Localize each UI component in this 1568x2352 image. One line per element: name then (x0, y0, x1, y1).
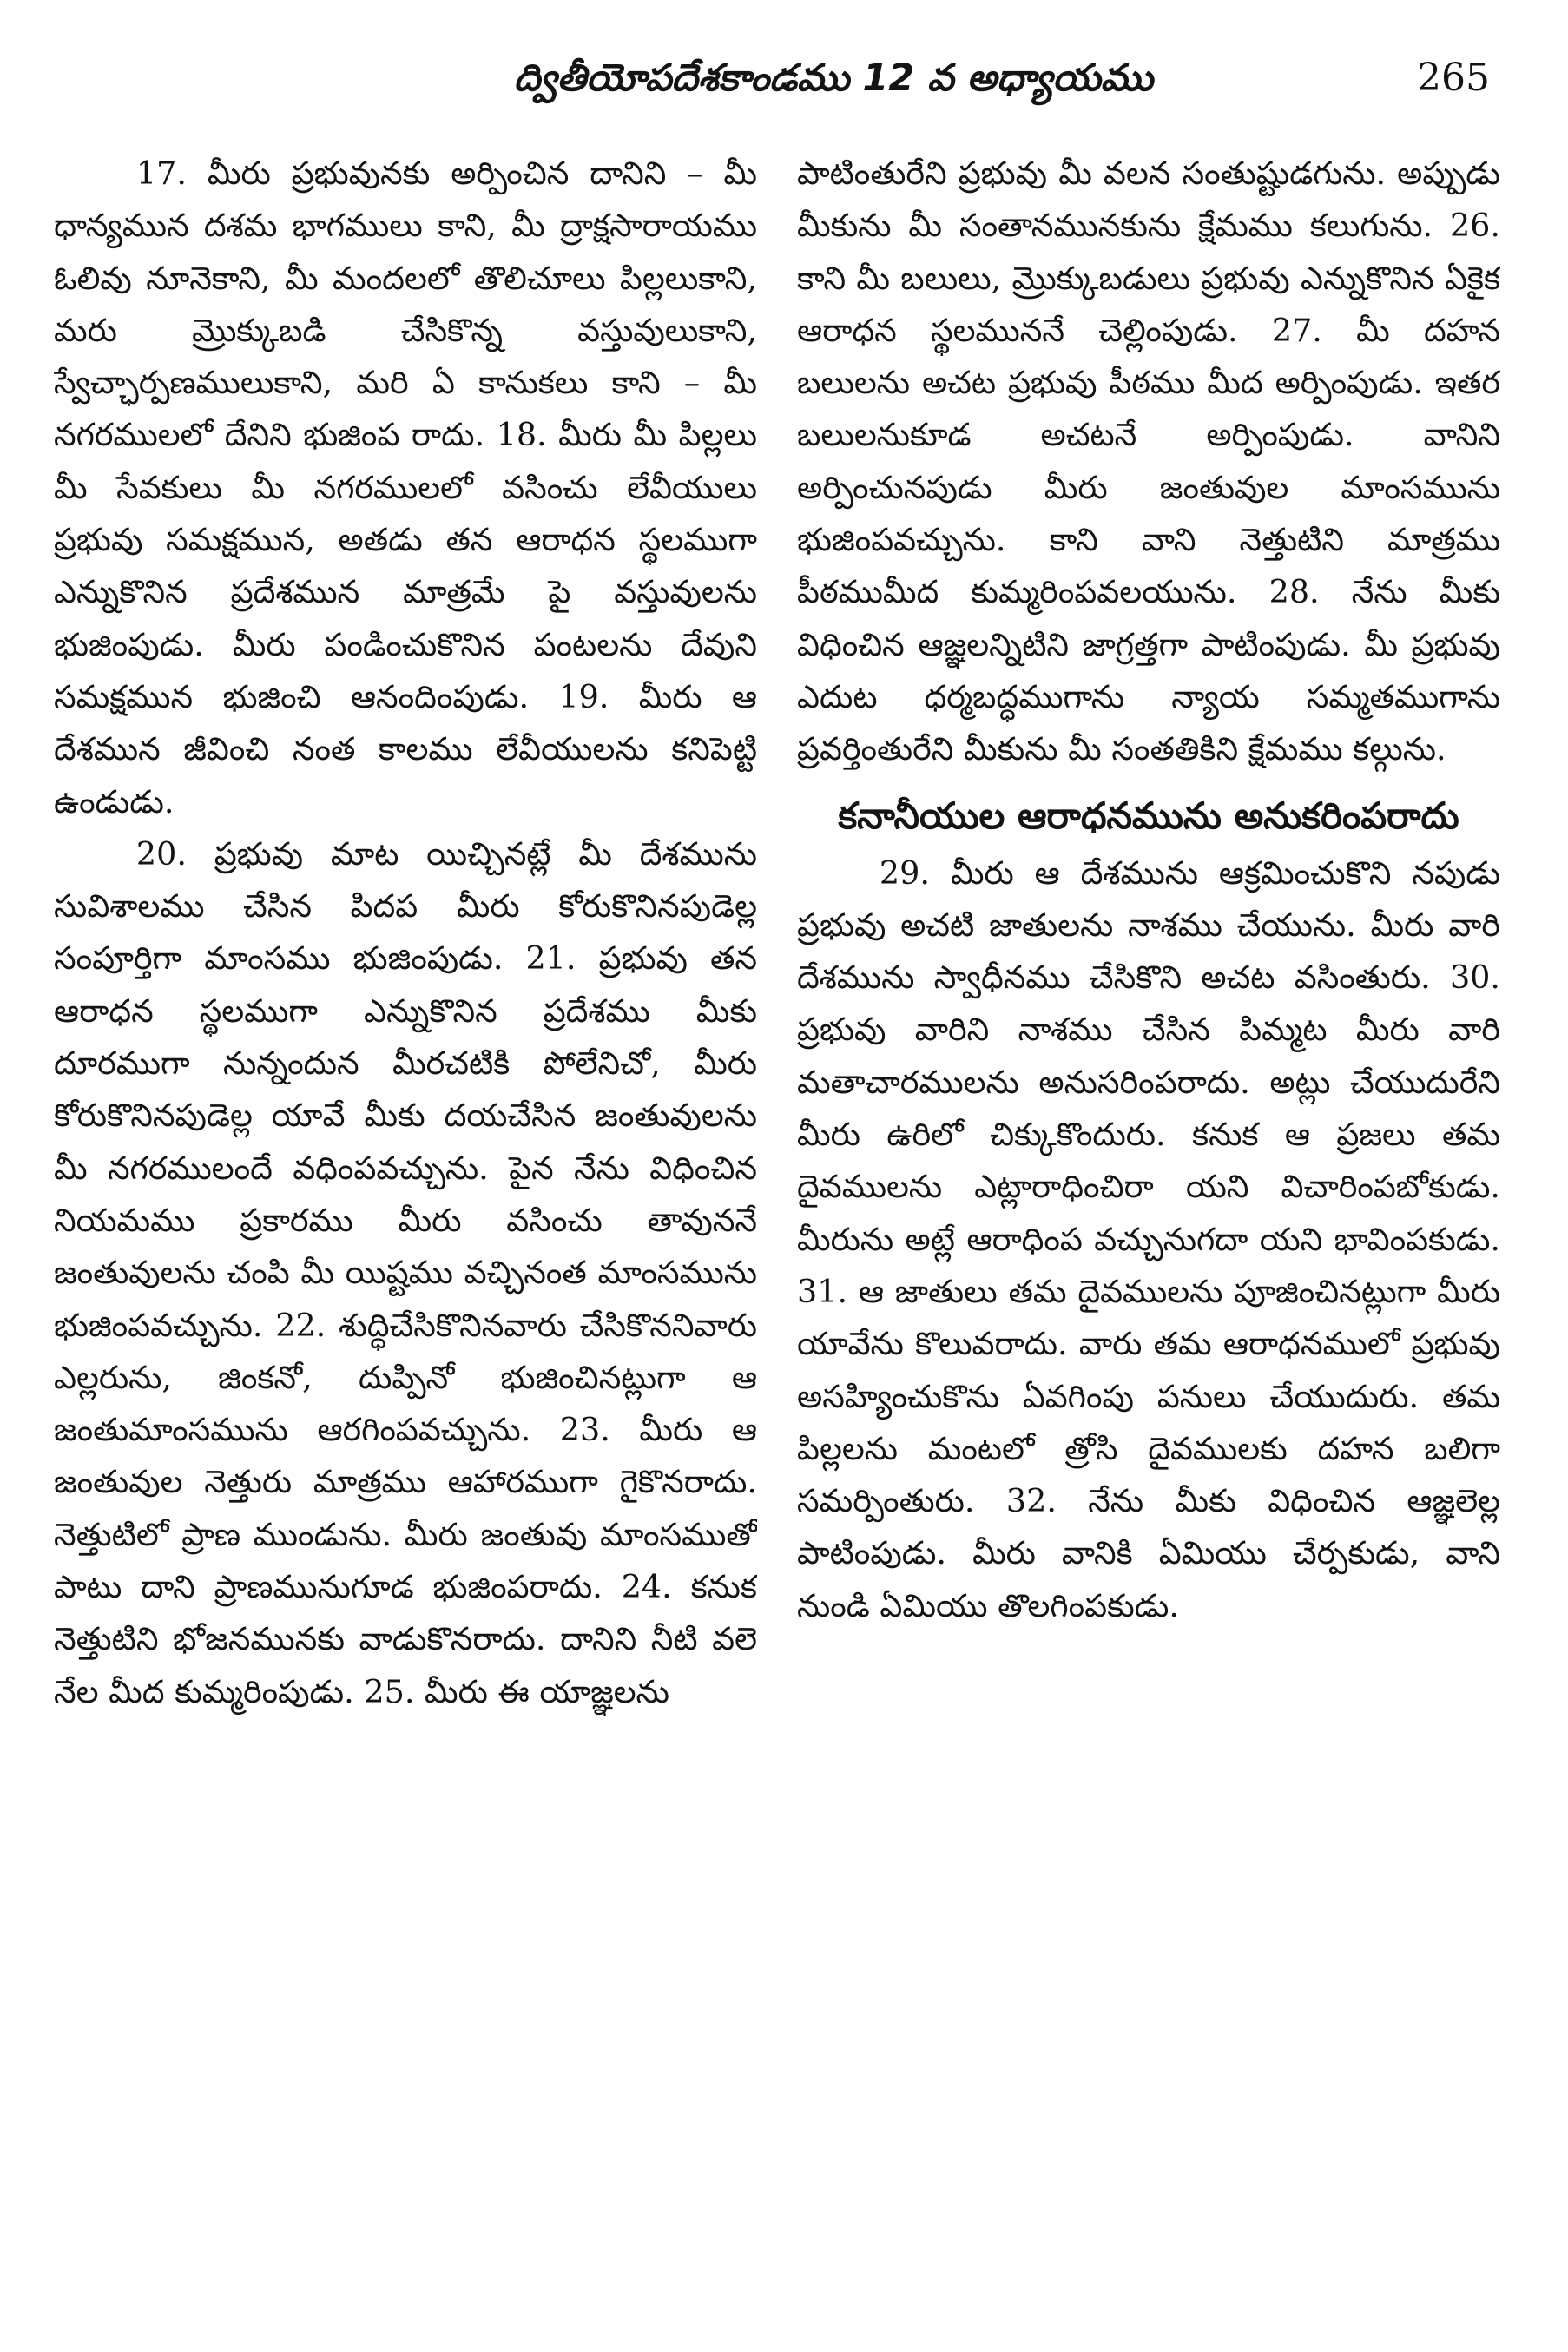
page-header (78, 45, 1490, 111)
paragraph-verses-20-25: 20. ప్రభువు మాట యిచ్చినట్లే మీ దేశమును సువిశాలము చేసిన పిదప మీరు కోరుకొనినపుడెల్ల సంపూర్తిగా మాంసము భుజింపుడు. 21. ప్రభువు తన ఆరాధన స్థలముగా ఎన్నుకొనిన ప్రదేశము మీకు దూరముగా నున్నందున మీరచటికి పోలేనిచో, మీరు కోరుకొనినపుడెల్ల యావే మీకు దయచేసిన జంతువులను మీ నగరములందే వధింపవచ్చును. పైన నేను విధించిన నియమము ప్రకారము మీరు వసించు తావుననే జంతువులను చంపి మీ యిష్టము వచ్చినంత మాంసమును భుజింపవచ్చును. 22. శుద్ధిచేసికొనినవారు చేసికొననివారు ఎల్లరును, జింకనో, దుప్పినో భుజించినట్లుగా ఆ జంతుమాంసమును ఆరగింపవచ్చును. 23. మీరు ఆ జంతువుల నెత్తురు మాత్రము ఆహారముగా గైకొనరాదు. నెత్తుటిలో ప్రాణ ముండును. మీరు జంతువు మాంసముతో పాటు దాని ప్రాణమునుగూడ భుజింపరాదు. 24. కనుక నెత్తుటిని భోజనమునకు వాడుకొనరాదు. దానిని నీటి వలె నేల మీద కుమ్మరింపుడు. 25. మీరు ఈ యాజ్ఞలను (54, 834, 757, 1710)
running-title: ద్వితీయోపదేశకాండము 12 వ అధ్యాయము (513, 56, 1154, 100)
paragraph-verses-29-32: 29. మీరు ఆ దేశమును ఆక్రమించుకొని నపుడు ప్రభువు అచటి జాతులను నాశము చేయును. మీరు వారి దేశమును స్వాధీనము చేసికొని అచట వసింతురు. 30. ప్రభువు వారిని నాశము చేసిన పిమ్మట మీరు వారి మతాచారములను అనుసరింపరాదు. అట్లు చేయుదురేని మీరు ఉరిలో చిక్కుకొందురు. కనుక ఆ ప్రజలు తమ దైవములను ఎట్లారాధించిరా యని విచారింపబోకుడు. మీరును అట్లే ఆరాధింప వచ్చునుగదా యని భావింపకుడు. 31. ఆ జాతులు తమ దైవములను పూజించినట్లుగా మీరు యావేను కొలువరాదు. వారు తమ ఆరాధనములో ప్రభువు అసహ్యించుకొను ఏవగింపు పనులు చేయుదురు. తమ పిల్లలను మంటలో త్రోసి దైవములకు దహన బలిగా సమర్పింతురు. 32. నేను మీకు విధించిన ఆజ్ఞలెల్ల పాటింపుడు. మీరు వానికి ఏమియు చేర్పకుడు, వాని నుండి ఏమియు తొలగింపకుడు. (797, 853, 1500, 1624)
right-column (797, 148, 1500, 2318)
section-heading: కనానీయుల ఆరాధనమును అనుకరింపరాదు (838, 794, 1459, 837)
page-number: 265 (1417, 56, 1490, 100)
paragraph-verses-17-19: 17. మీరు ప్రభువునకు అర్పించిన దానిని – మీ ధాన్యమున దశమ భాగములు కాని, మీ ద్రాక్షసారాయము ఓలివు నూనెకాని, మీ మందలలో తొలిచూలు పిల్లలుకాని, మరు మ్రొక్కుబడి చేసికొన్న వస్తువులుకాని, స్వేచ్ఛార్పణములుకాని, మరి ఏ కానుకలు కాని – మీ నగరములలో దేనిని భుజింప రాదు. 18. మీరు మీ పిల్లలు మీ సేవకులు మీ నగరములలో వసించు లేవీయులు ప్రభువు సమక్షమున, అతడు తన ఆరాధన స్థలముగా ఎన్నుకొనిన ప్రదేశమున మాత్రమే పై వస్తువులను భుజింపుడు. మీరు పండించుకొనిన పంటలను దేవుని సమక్షమున భుజించి ఆనందింపుడు. 19. మీరు ఆ దేశమున జీవించి నంత కాలము లేవీయులను కనిపెట్టి ఉండుడు. (54, 155, 757, 820)
left-column (54, 148, 757, 2318)
paragraph-verses-25-28: పాటింతురేని ప్రభువు మీ వలన సంతుష్టుడగును. అప్పుడు మీకును మీ సంతానమునకును క్షేమము కలుగును. 26. కాని మీ బలులు, మ్రొక్కుబడులు ప్రభువు ఎన్నుకొనిన ఏకైక ఆరాధన స్థలముననే చెల్లింపుడు. 27. మీ దహన బలులను అచట ప్రభువు పీఠము మీద అర్పింపుడు. ఇతర బలులనుకూడ అచటనే అర్పింపుడు. వానిని అర్పించునపుడు మీరు జంతువుల మాంసమును భుజింపవచ్చును. కాని వాని నెత్తుటిని మాత్రము పీఠముమీద కుమ్మరింపవలయును. 28. నేను మీకు విధించిన ఆజ్ఞలన్నిటిని జాగ్రత్తగా పాటింపుడు. మీ ప్రభువు ఎదుట ధర్మబద్ధముగాను న్యాయ సమ్మతముగాను ప్రవర్తింతురేని మీకును మీ సంతతికిని క్షేమము కల్గును. (797, 155, 1500, 768)
